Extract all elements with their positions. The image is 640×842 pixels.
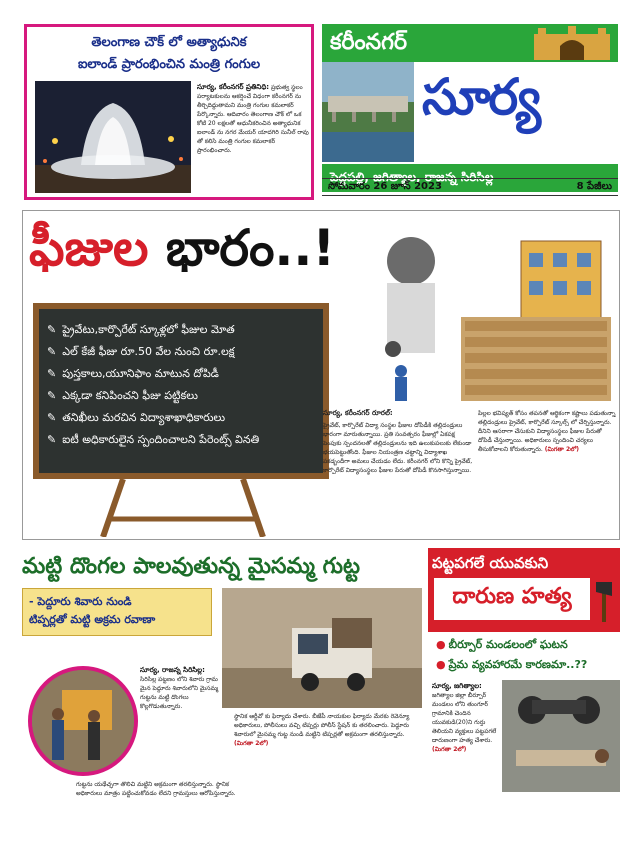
- main-story-col2: పిల్లల భవిష్యత్ కోసం తపనతో ఆర్థికంగా కష్టాలు పడుతున్నా తల్లిదండ్రులు ప్రైవేట్, కార్పొరేట్ స్కూల్స్ లో చేర్పిస్తున్నారు. దీనిని ఆసరాగా చేసుకుని విద్యాసంస్థలు ఫీజుల పేరుతో దోపిడీ చేస్తున్నాయి. అధికారులు స్పందించి చర్యలు తీసుకోవాలని కోరుతున్నారు.: [478, 410, 616, 453]
- men-at-site-photo: [28, 666, 138, 776]
- masthead-place: కరీంనగర్: [330, 30, 408, 55]
- dateline: [322, 178, 618, 196]
- pencil-icon: ✎: [47, 323, 57, 336]
- main-headline-part2: భారం..!: [165, 219, 336, 277]
- list-item: ✎ ఎక్కడా కనిపించని ఫీజు పట్టికలు: [47, 389, 198, 402]
- mining-story: [22, 548, 422, 822]
- murder-story-bullet2: ప్రేమ వ్యవహారమే కారణమా..??: [448, 658, 588, 671]
- main-story-points: [39, 309, 323, 461]
- main-story-col1: ప్రైవేట్, కార్పొరేట్ విద్యా సంస్థల ఫీజుల దోపిడీకి తల్లిదండ్రులు భారంగా మారుతున్నాయి. ప్రతి సంవత్సరం ఫీజుల్లో ఏకపక్ష పెంపుకు స్పందనలతో తల్లిదండ్రులను ఇది ఉలుకుపలుకు లేకుండా భయపెట్టుతోంది. ఫీజుల నియంత్రణ చట్టాన్ని విద్యాశాఖ పకడ్బందీగా అమలు చేయడం లేదు. కరీంనగర్ లోని కొన్ని ప్రైవేట్, కార్పొరేట్ విద్యాసంస్థలు ఫీజుల పేరుతో దోపిడీ కొనసాగిస్తున్నాయి.: [323, 422, 473, 474]
- main-headline-part1: ఫీజుల: [29, 219, 149, 277]
- murder-story: [428, 548, 620, 822]
- top-story-headline-line1: తెలంగాణ చౌక్ లో అత్యాధునిక: [91, 35, 247, 50]
- murder-story-body: జగిత్యాల జిల్లా బీర్పూర్ మండలం లోని తుంగూర్ గ్రామానికి చెందిన యువకుడి(20)ని గుర్తు తెలియని వ్యక్తులు పట్టపగలే దారుణంగా హత్య చేశారు.: [432, 692, 497, 744]
- masthead-title: సూర్య: [422, 68, 540, 126]
- list-item: ✎ పుస్తకాలు,యూనిఫాం మాటున దోపిడీ: [47, 367, 219, 380]
- traffic-island-photo: [35, 81, 191, 193]
- mining-story-subheadline: - పెద్దూరు శివారు నుండి టిప్పర్లతో మట్టి అక్రమ రవాణా: [22, 588, 212, 636]
- blackboard: [33, 303, 329, 479]
- list-item: ✎ తనిఖీలు మరచిన విద్యాశాఖాధికారులు: [47, 411, 226, 424]
- mining-story-headline: మట్టి దొంగల పాలవుతున్న మైసమ్మ గుట్ట: [22, 554, 361, 579]
- murder-story-headline2: దారుణ హత్య: [452, 584, 572, 609]
- mining-story-col3: స్థానిక ఆర్డీవో కు ఫిర్యాదు చేశారు. బీజేపీ నాయకుల ఫిర్యాదు మేరకు రెవెన్యూ అధికారులు, పోలీసులు వచ్చి టిప్పర్లు పోలీస్ స్టేషన్ కు తరలించారు. పెద్దూరు శివారులో మైసమ్మ గుట్ట నుండి మట్టిని టిప్పర్లతో అక్రమంగా తరలిస్తున్నారు.: [234, 713, 410, 738]
- murder-story-header: [428, 548, 620, 632]
- mining-story-col2: గుట్టను యథేచ్ఛగా తొలిచి మట్టిని అక్రమంగా తరలిస్తున్నారు. స్థానిక అధికారులు మాత్రం పట్టించుకోవడం లేదని గ్రామస్తులు ఆరోపిస్తున్నారు.: [76, 781, 236, 797]
- pencil-icon: ✎: [47, 345, 57, 358]
- main-story-byline: సూర్య, కరీంనగర్ రూరల్:: [323, 409, 393, 417]
- list-item: ✎ ప్రైవేటు,కార్పొరేట్ స్కూళ్లలో ఫీజుల మోత: [47, 323, 235, 336]
- fees-illustration: [341, 221, 615, 406]
- gate-icon: [532, 26, 612, 60]
- pencil-icon: ✎: [47, 367, 57, 380]
- pencil-icon: ✎: [47, 389, 57, 402]
- masthead-districts: పెద్దపల్లి, జగిత్యాల, రాజన్న సిరిసిల్ల: [322, 164, 618, 192]
- masthead: [322, 24, 618, 202]
- main-story: [22, 210, 620, 540]
- murder-story-bullet1: బీర్పూర్ మండలంలో ఘటన: [448, 638, 568, 651]
- top-story-box: [24, 24, 314, 200]
- top-story-byline: సూర్య, కరీంనగర్ ప్రతినిధి:: [197, 83, 270, 91]
- top-story-body: ప్రభుత్వ స్థలం పర్యాటకులను ఆకర్షించే విధంగా కరీంనగర్ ను తీర్చిదిద్దుతామని మంత్రి గంగుల కమలాకర్ పేర్కొన్నారు. ఆదివారం తెలంగాణ చౌక్ లో ఒక కోటి 20 లక్షలతో ఆధునీకరించిన అత్యాధునిక ఐలాండ్ ను నగర మేయర్ యాదగిరి సునీల్ రావు తో కలిసి మంత్రి గంగుల కమలాకర్ ప్రారంభించారు.: [197, 84, 309, 154]
- issue-date: సోమవారం 26 జూన్ 2023: [328, 181, 442, 192]
- bullet-icon: ●: [436, 638, 446, 651]
- masthead-top-band: [322, 24, 618, 62]
- easel-legs: [83, 479, 283, 537]
- page-count: 8 పేజీలు: [576, 181, 612, 192]
- crime-scene-photo: [502, 680, 620, 792]
- list-item: ✎ ఐటీ అధికారులైన స్పందించాలని పేరెంట్స్ వినతి: [47, 433, 260, 446]
- axe-icon: [592, 578, 616, 622]
- list-item: ✎ ఎల్ కేజీ ఫీజు రూ.50 వేల నుంచి రూ.లక్ష: [47, 345, 235, 358]
- murder-story-byline: సూర్య, జగిత్యాల:: [432, 682, 482, 690]
- mining-story-byline: సూర్య, రాజన్న సిరిసిల్ల:: [140, 666, 205, 674]
- tipper-truck-photo: [222, 588, 422, 708]
- pencil-icon: ✎: [47, 433, 57, 446]
- murder-story-headline1: పట్టపగలే యువకుని: [432, 554, 549, 572]
- dam-photo: [322, 62, 414, 162]
- bullet-icon: ●: [436, 658, 446, 671]
- murder-story-continued: (మిగతా 2లో): [432, 746, 467, 753]
- main-story-headline: [29, 219, 335, 290]
- top-story-headline-line2: ఐలాండ్ ప్రారంభించిన మంత్రి గంగుల: [77, 57, 261, 72]
- mining-story-continued: (మిగతా 2లో): [234, 740, 269, 747]
- pencil-icon: ✎: [47, 411, 57, 424]
- main-story-continued: (మిగతా 2లో): [544, 446, 580, 453]
- mining-story-col1: సిరిసిల్ల పట్టణం లోని శివారు గ్రామ మైన పెద్దూరు శివారులోని మైసమ్మ గుట్టను మట్టి దొంగలు కొల్లగొడుతున్నారు.: [140, 676, 219, 710]
